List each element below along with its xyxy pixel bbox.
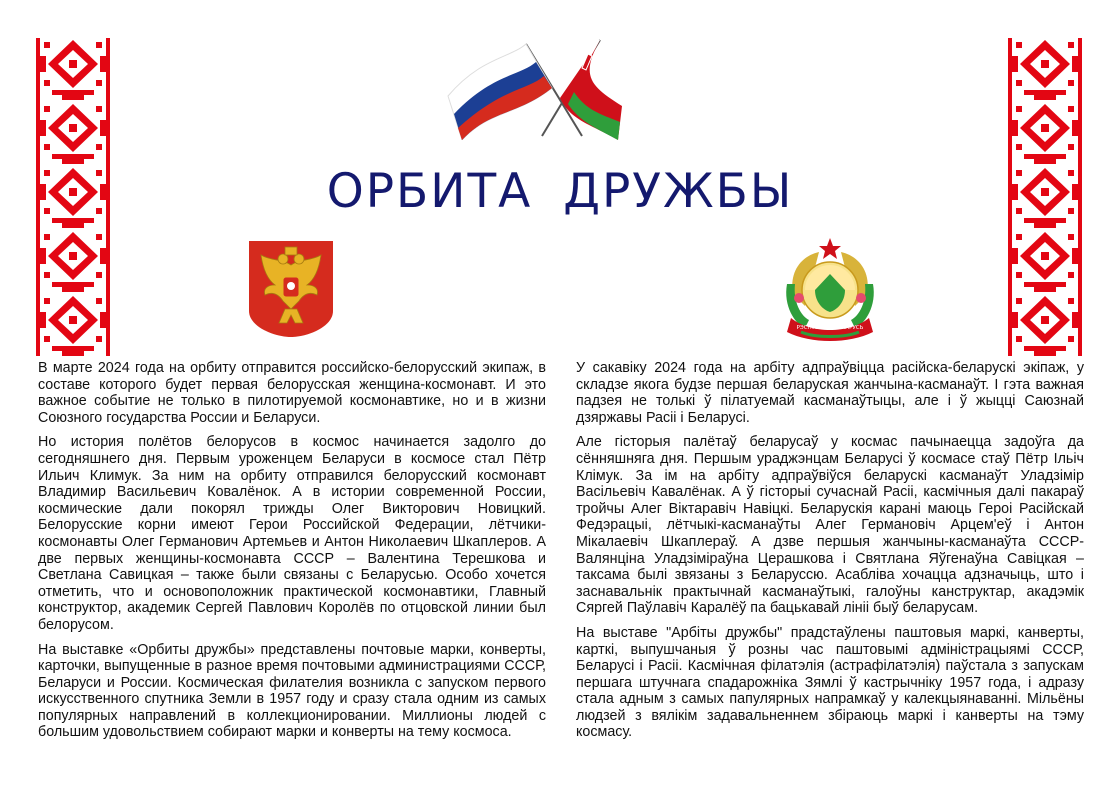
crossed-flags — [440, 36, 630, 140]
coat-of-arms-russia-icon — [247, 239, 335, 339]
flag-russia-icon — [448, 44, 582, 140]
text-column-belarusian — [576, 360, 1084, 749]
text-column-russian — [38, 360, 546, 749]
paragraph-ru-1: В марте 2024 года на орбиту отправится российско-белорусский экипаж, в составе которого будет первая белорусская женщина-космонавт. И это важное событие не только в пилотируемой космонавтике, но и в жизни Союзного государства России и Беларуси. — [38, 360, 546, 426]
emblem-ribbon-text: РЭСПУБЛІКА БЕЛАРУСЬ — [796, 325, 864, 331]
coat-of-arms-belarus-icon — [775, 236, 885, 344]
paragraph-ru-3: На выставке «Орбиты дружбы» представлены почтовые марки, конверты, карточки, выпущенные в разное время почтовыми администрациями СССР, Беларуси и России. Космическая филателия возникла с запуском первого искусственного спутника Земли в 1957 году и сразу стала одним из самых популярных направлений в коллекционировании. Миллионы людей с большим удовольствием собирают марки и конверты на тему космоса. — [38, 641, 546, 741]
paragraph-by-1: У сакавіку 2024 года на арбіту адпраўвіцца расійска-беларускі экіпаж, у складзе якога будзе першая беларуская жанчына-касманаўт. І гэта важная падзея не толькі ў пілатуемай касманаўтыцы, але і ў жыцці Саюзнай дзяржавы Расіі і Беларусі. — [576, 360, 1084, 426]
paragraph-ru-2: Но история полётов белорусов в космос начинается задолго до сегодняшнего дня. Первым уроженцем Беларуси в космосе стал Пётр Ильич Климук. За ним на орбиту отправился белорусский космонавт Владимир Васильевич Ковалёнок. А в истории современной России, космические дали покорял трижды Олег Викторович Новицкий. Белорусские корни имеют Герои Российской Федерации, лётчики-космонавты Олег Германович Артемьев и Антон Николаевич Шкаплеров. А две первых женщины-космонавта СССР – Валентина Терешкова и Светлана Савицкая – также были связаны с Беларусью. Особо хочется отметить, что и основоположник практической космонавтики, Главный конструктор, академик Сергей Павлович Королёв по отцовской линии был белорусом. — [38, 434, 546, 633]
page-title: ОРБИТА ДРУЖБЫ — [326, 164, 794, 219]
paragraph-by-3: На выставе "Арбіты дружбы" прадстаўлены паштовыя маркі, канверты, карткі, выпушчаныя ў розны час паштовымі адміністрацыямі СССР, Беларусі і Расіі. Касмічная філатэлія (астрафілатэлія) паўстала з запускам першага штучнага спадарожніка Зямлі ў кастрычніку 1957 года, і адразу стала адным з самых папулярных напрамкаў у калекцыянаванні. Мільёны людзей з вялікім задавальненнем збіраюць маркі і канверты на тэму космасу. — [576, 624, 1084, 741]
paragraph-by-2: Але гісторыя палётаў беларусаў у космас пачынаецца задоўга да сённяшняга дня. Першым ураджэнцам Беларусі ў космасе стаў Пётр Ільіч Клімук. За ім на арбіту адпраўвіўся беларускі касманаўт Уладзімір Васільевіч Кавалёнак. А ў гісторыі сучаснай Расіі, касмічныя далі пакараў тройчы Алег Віктаравіч Навіцкі. Беларускія карані маюць Героі Расійскай Федэрацыі, лётчыкі-касманаўты Алег Германовіч Арцем'еў і Антон Мікалаевіч Шкаплераў. А дзве першыя жанчыны-касманаўта СССР-Валянціна Уладзіміраўна Церашкова і Святлана Яўгенаўна Савіцкая – таксама былі звязаны з Беларуссю. Асабліва хочацца адзначыць, што і заснавальнік практычнай касманаўтыкі, галоўны канструктар, акадэмік Сяргей Паўлавіч Каралёў па бацькавай лініі быў беларусам. — [576, 434, 1084, 617]
